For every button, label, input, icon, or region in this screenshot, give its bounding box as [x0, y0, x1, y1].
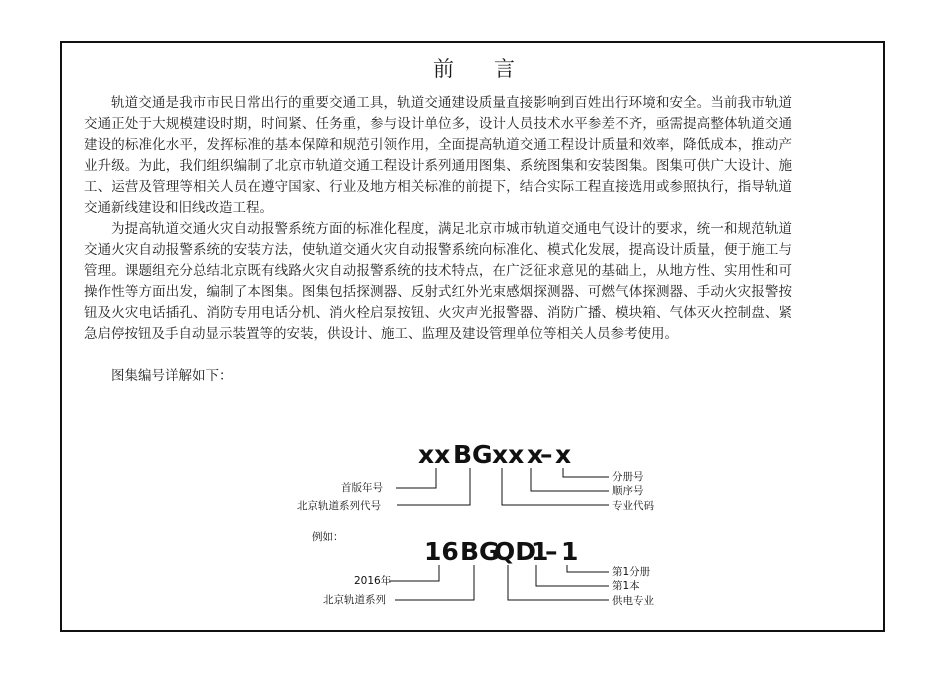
leader-volume [563, 468, 609, 477]
leader-example-volume [567, 565, 609, 572]
code-part-specialty: xx [492, 440, 525, 469]
example-part-series: BG [460, 537, 500, 566]
leader-sequence [531, 468, 609, 491]
code-part-sequence: x [527, 440, 544, 469]
leader-example-year [389, 565, 439, 581]
label-example-specialty: 供电专业 [612, 595, 654, 607]
intro-paragraph-2: 为提高轨道交通火灾自动报警系统方面的标准化程度，满足北京市城市轨道交通电气设计的要求，统一和规范轨道交通火灾自动报警系统的安装方法，使轨道交通火灾自动报警系统向标准化、模式化发展，提高设计质量，便于施工与管理。课题组充分总结北京既有线路火灾自动报警系统的技术特点，在广泛征求意见的基础上，从地方性、实用性和可操作性等方面出发，编制了本图集。图集包括探测器、反射式红外光束感烟探测器、可燃气体探测器、手动火灾报警按钮及火灾电话插孔、消防专用电话分机、消火栓启泵按钮、火灾声光报警器、消防广播、模块箱、气体灭火控制盘、紧急启停按钮及手自动显示装置等的安装，供设计、施工、监理及建设管理单位等相关人员参考使用。 [84, 221, 792, 342]
example-part-specialty: QD [494, 537, 537, 566]
example-part-dash: – [545, 537, 558, 566]
label-example-volume: 第1分册 [612, 566, 651, 578]
leader-example-number [536, 565, 609, 586]
title-char-1: 前 [433, 57, 456, 81]
leader-example-specialty [508, 565, 609, 600]
label-sequence: 顺序号 [612, 485, 644, 497]
example-part-volume: 1 [561, 537, 579, 566]
code-part-year: xx [418, 440, 451, 469]
example-part-number: 1 [531, 537, 549, 566]
leader-first-year [396, 468, 436, 488]
label-example-series: 北京轨道系列 [323, 594, 386, 606]
label-volume: 分册号 [612, 471, 644, 483]
intro-paragraph-3: 图集编号详解如下： [111, 368, 233, 384]
label-example-number: 第1本 [612, 580, 640, 592]
label-specialty: 专业代码 [612, 500, 654, 512]
code-part-series: BG [453, 440, 493, 469]
title-char-2: 言 [494, 57, 517, 81]
example-part-year: 16 [424, 537, 459, 566]
code-part-volume: x [555, 440, 572, 469]
leader-example-series [395, 565, 474, 600]
label-example-year: 2016年 [354, 575, 392, 587]
leader-series-code [397, 468, 470, 505]
example-prefix: 例如： [312, 531, 344, 543]
leader-specialty [502, 468, 609, 505]
code-format-leaders [396, 468, 609, 505]
code-part-dash: – [540, 440, 553, 469]
label-series-code: 北京轨道系列代号 [297, 500, 381, 512]
example-leaders [389, 565, 609, 600]
intro-paragraph-1: 轨道交通是我市市民日常出行的重要交通工具，轨道交通建设质量直接影响到百姓出行环境和安全。当前我市轨道交通正处于大规模建设时期，时间紧、任务重，参与设计单位多，设计人员技术水平参差不齐，亟需提高整体轨道交通建设的标准化水平，发挥标准的基本保障和规范引领作用，全面提高轨道交通工程设计质量和效率，降低成本，推动产业升级。为此，我们组织编制了北京市轨道交通工程设计系列通用图集、系统图集和安装图集。图集可供广大设计、施工、运营及管理等相关人员在遵守国家、行业及地方相关标准的前提下，结合实际工程直接选用或参照执行，指导轨道交通新线建设和旧线改造工程。 [84, 95, 792, 216]
label-first-year: 首版年号 [341, 482, 383, 494]
